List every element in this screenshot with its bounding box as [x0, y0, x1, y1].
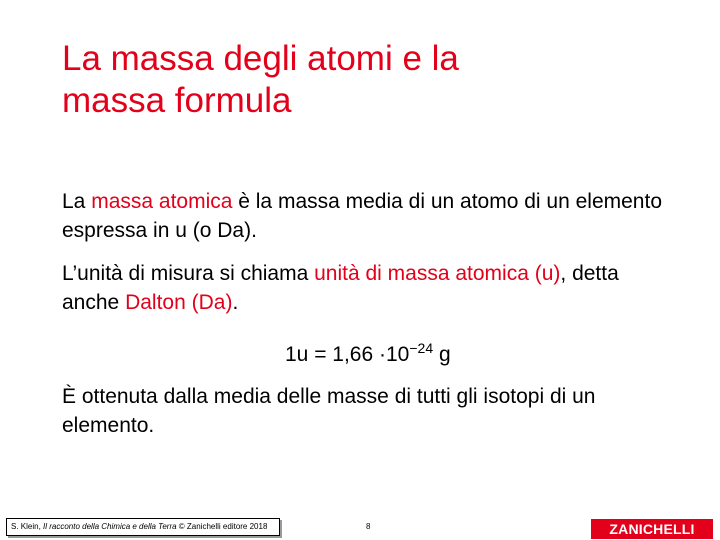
formula-unit: g — [433, 343, 451, 366]
paragraph-text: è la massa media di un atomo di un elemento espressa in u (o Da). — [62, 190, 662, 242]
unit-formula — [285, 340, 451, 369]
footer-publisher: © Zanichelli editore 2018 — [176, 522, 268, 531]
paragraph-isotopes: È ottenuta dalla media delle masse di tutti gli isotopi di un elemento. — [62, 385, 596, 437]
slide-title-line-2: massa formula — [62, 81, 292, 120]
footer-book-title: Il racconto della Chimica e della Terra — [43, 522, 177, 531]
publisher-logo: ZANICHELLI — [591, 519, 713, 539]
highlight-term: Dalton (Da) — [125, 291, 233, 314]
highlight-term: unità di massa atomica (u) — [314, 262, 561, 285]
highlight-term: massa atomica — [91, 190, 233, 213]
paragraph-text: La — [62, 190, 92, 213]
footer-citation — [6, 518, 280, 536]
formula-base: 1u = 1,66 ·10 — [285, 343, 410, 366]
slide-title — [62, 38, 682, 122]
paragraph-text: , detta anche — [62, 262, 619, 314]
footer-author: S. Klein, — [11, 522, 44, 531]
slide-title-line-1: La massa degli atomi e la — [62, 39, 459, 78]
paragraph-text: L’unità di misura si chiama — [62, 262, 315, 285]
formula-exponent: −24 — [409, 340, 434, 356]
paragraph-atomic-mass — [62, 187, 662, 245]
page-number: 8 — [366, 522, 371, 531]
paragraph-unit — [62, 259, 662, 317]
paragraph-text: . — [232, 291, 239, 314]
